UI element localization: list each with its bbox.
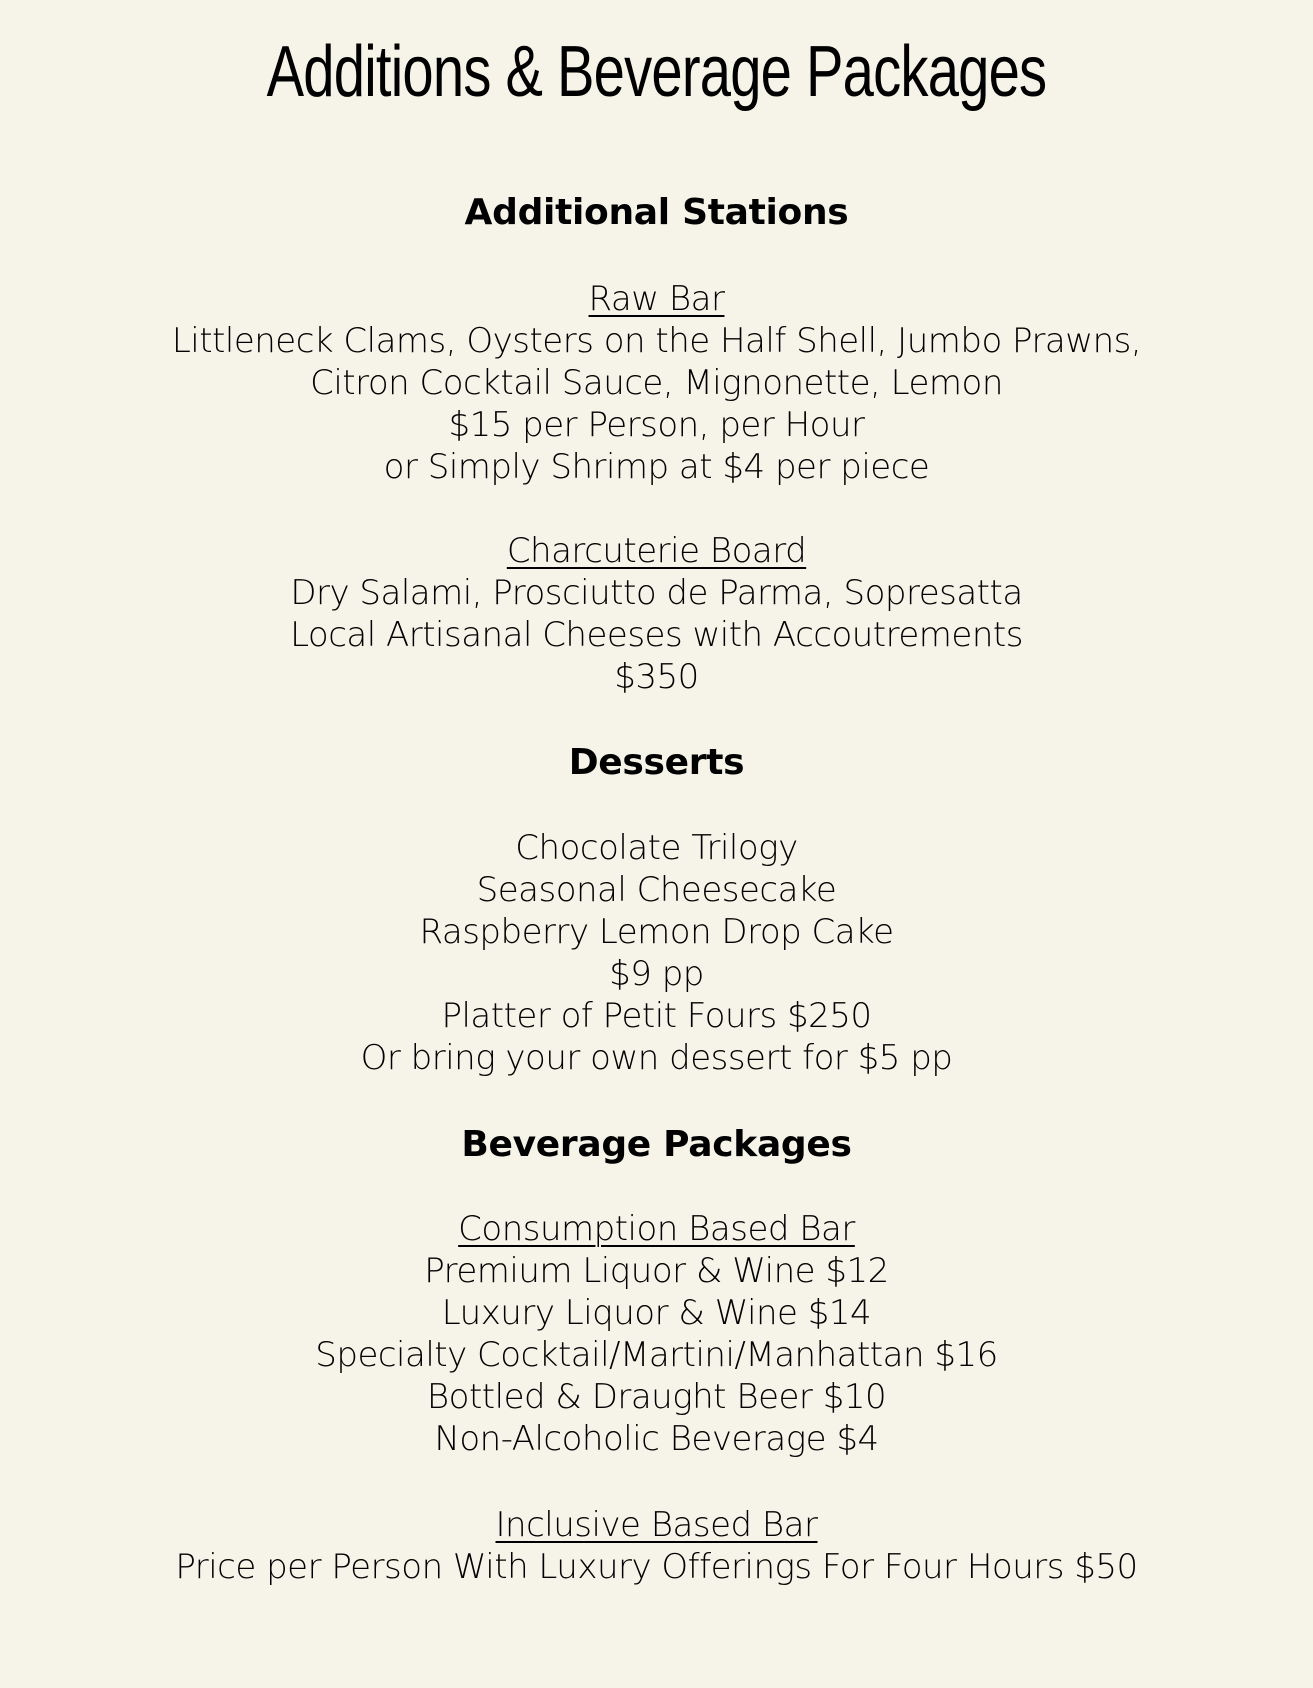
- raw-bar-price: $15 per Person, per Hour: [448, 405, 865, 445]
- consumption-bar-item: Premium Liquor & Wine $12: [424, 1251, 889, 1291]
- dessert-price: $9 pp: [609, 954, 704, 994]
- dessert-item: Seasonal Cheesecake: [476, 870, 837, 910]
- raw-bar-line: Citron Cocktail Sauce, Mignonette, Lemon: [310, 363, 1003, 403]
- consumption-bar-title: Consumption Based Bar: [458, 1209, 855, 1249]
- raw-bar-shrimp-price: or Simply Shrimp at $4 per piece: [383, 447, 930, 487]
- consumption-bar-item: Luxury Liquor & Wine $14: [441, 1293, 872, 1333]
- consumption-bar-item: Non-Alcoholic Beverage $4: [434, 1419, 879, 1459]
- page-title: Additions & Beverage Packages: [266, 32, 1047, 112]
- consumption-bar-item: Bottled & Draught Beer $10: [426, 1377, 887, 1417]
- consumption-bar-item: Specialty Cocktail/Martini/Manhattan $16: [315, 1335, 998, 1375]
- raw-bar-line: Littleneck Clams, Oysters on the Half Shell, Jumbo Prawns,: [171, 321, 1142, 361]
- dessert-item: Raspberry Lemon Drop Cake: [419, 912, 894, 952]
- inclusive-bar-title: Inclusive Based Bar: [495, 1505, 818, 1545]
- section-heading-beverage-packages: Beverage Packages: [461, 1124, 852, 1165]
- charcuterie-line: Dry Salami, Prosciutto de Parma, Sopresatta: [290, 573, 1023, 613]
- charcuterie-price: $350: [614, 657, 699, 697]
- dessert-byo: Or bring your own dessert for $5 pp: [360, 1038, 953, 1078]
- dessert-petit-fours: Platter of Petit Fours $250: [441, 996, 872, 1036]
- charcuterie-section: [0, 530, 1313, 698]
- dessert-item: Chocolate Trilogy: [515, 828, 798, 868]
- consumption-bar-section: [0, 1208, 1313, 1460]
- inclusive-bar-section: [0, 1504, 1313, 1588]
- charcuterie-line: Local Artisanal Cheeses with Accoutrements: [290, 615, 1023, 655]
- inclusive-bar-item: Price per Person With Luxury Offerings For Four Hours $50: [175, 1547, 1138, 1587]
- section-heading-additional-stations: Additional Stations: [464, 192, 849, 233]
- raw-bar-section: [0, 278, 1313, 488]
- desserts-section: [0, 827, 1313, 1079]
- raw-bar-title: Raw Bar: [588, 279, 725, 319]
- section-heading-desserts: Desserts: [568, 742, 745, 783]
- charcuterie-title: Charcuterie Board: [506, 531, 807, 571]
